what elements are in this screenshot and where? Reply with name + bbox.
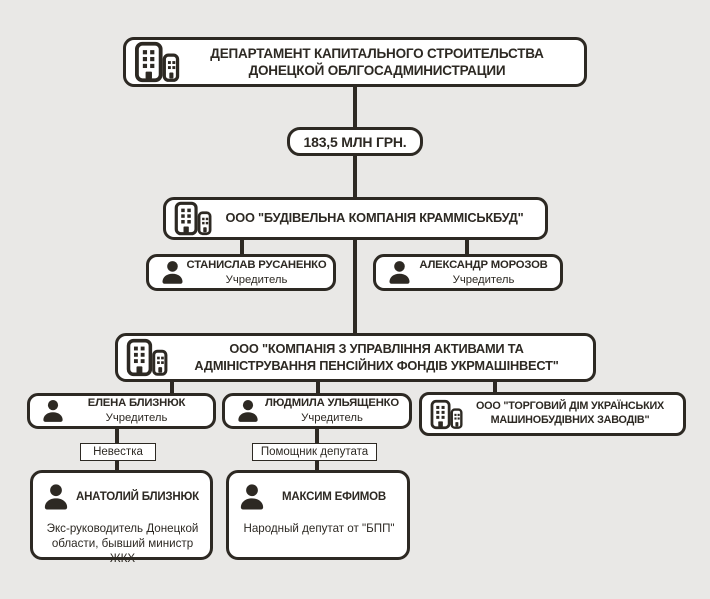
company-ukrmash-title-line1: ООО "КОМПАНІЯ З УПРАВЛІННЯ АКТИВАМИ ТА [229,341,524,357]
department-title [180,45,574,80]
node-person-anatoliy [30,470,213,566]
company-ukrmash-title-line2: АДМІНІСТРУВАННЯ ПЕНСІЙНИХ ФОНДІВ УКРМАШІНВЕСТ" [194,357,559,373]
node-company-ukrmash [115,333,596,382]
founder-rusanenko-role: Учредитель [225,273,288,286]
founder-bliznyuk-role: Учредитель [105,412,168,424]
founder-ulyashchenko-role: Учредитель [301,412,363,424]
person-icon [235,398,261,424]
person-icon [40,398,66,424]
node-department [123,37,587,87]
founder-ulyashchenko-name: ЛЮДМИЛА УЛЬЯЩЕНКО [265,397,399,410]
person-anatoliy-description [41,521,204,566]
company-ukrmash-title [168,341,585,374]
building-icon [134,41,180,83]
company-torgoviy-title [463,400,677,428]
person-anatoliy-desc-line2: области, бывший министр ЖКХ [51,537,194,566]
person-icon [386,259,413,286]
node-founder-rusanenko [146,254,336,291]
person-anatoliy-name: АНАТОЛИЙ БЛИЗНЮК [75,491,200,503]
founder-morozov-name: АЛЕКСАНДР МОРОЗОВ [419,258,548,271]
amount-label: 183,5 МЛН ГРН. [303,133,407,150]
node-founder-ulyashchenko [222,393,412,429]
node-company-kram [163,197,548,240]
node-amount [287,127,423,156]
person-icon [159,259,186,286]
node-founder-bliznyuk [27,393,216,429]
person-maksim-description: Народный депутат от "БПП" [243,522,395,535]
building-icon [430,399,463,430]
founder-bliznyuk-name: ЕЛЕНА БЛИЗНЮК [87,397,186,410]
company-torgoviy-title-line1: ООО "ТОРГОВИЙ ДІМ УКРАЇНСЬКИХ [475,400,665,413]
company-kram-title: ООО "БУДІВЕЛЬНА КОМПАНІЯ КРАММІСЬКБУД" [225,210,524,226]
company-torgoviy-title-line2: МАШИНОБУДІВНИХ ЗАВОДІВ" [490,414,650,426]
node-company-torgoviy [419,392,686,436]
connector-kram-ukrmash [353,238,357,335]
department-title-line2: ДОНЕЦКОЙ ОБЛГОСАДМИНИСТРАЦИИ [248,63,506,78]
node-person-maksim [226,470,410,560]
person-icon [237,482,267,512]
connector-amount-kram [353,154,357,199]
connector-department-amount [353,85,357,129]
person-maksim-name: МАКСИМ ЕФИМОВ [281,491,387,503]
building-icon [174,201,212,236]
founder-rusanenko-name: СТАНИСЛАВ РУСАНЕНКО [186,258,327,271]
person-icon [41,482,71,512]
node-founder-morozov [373,254,563,291]
department-title-line1: ДЕПАРТАМЕНТ КАПИТАЛЬНОГО СТРОИТЕЛЬСТВА [210,45,544,61]
relation-label-pomoshchnik: Помощник депутата [252,443,377,461]
founder-morozov-role: Учредитель [452,273,515,286]
person-anatoliy-desc-line1: Экс-руководитель Донецкой [46,522,199,535]
building-icon [126,338,168,377]
relation-label-nevestka: Невестка [80,443,156,461]
